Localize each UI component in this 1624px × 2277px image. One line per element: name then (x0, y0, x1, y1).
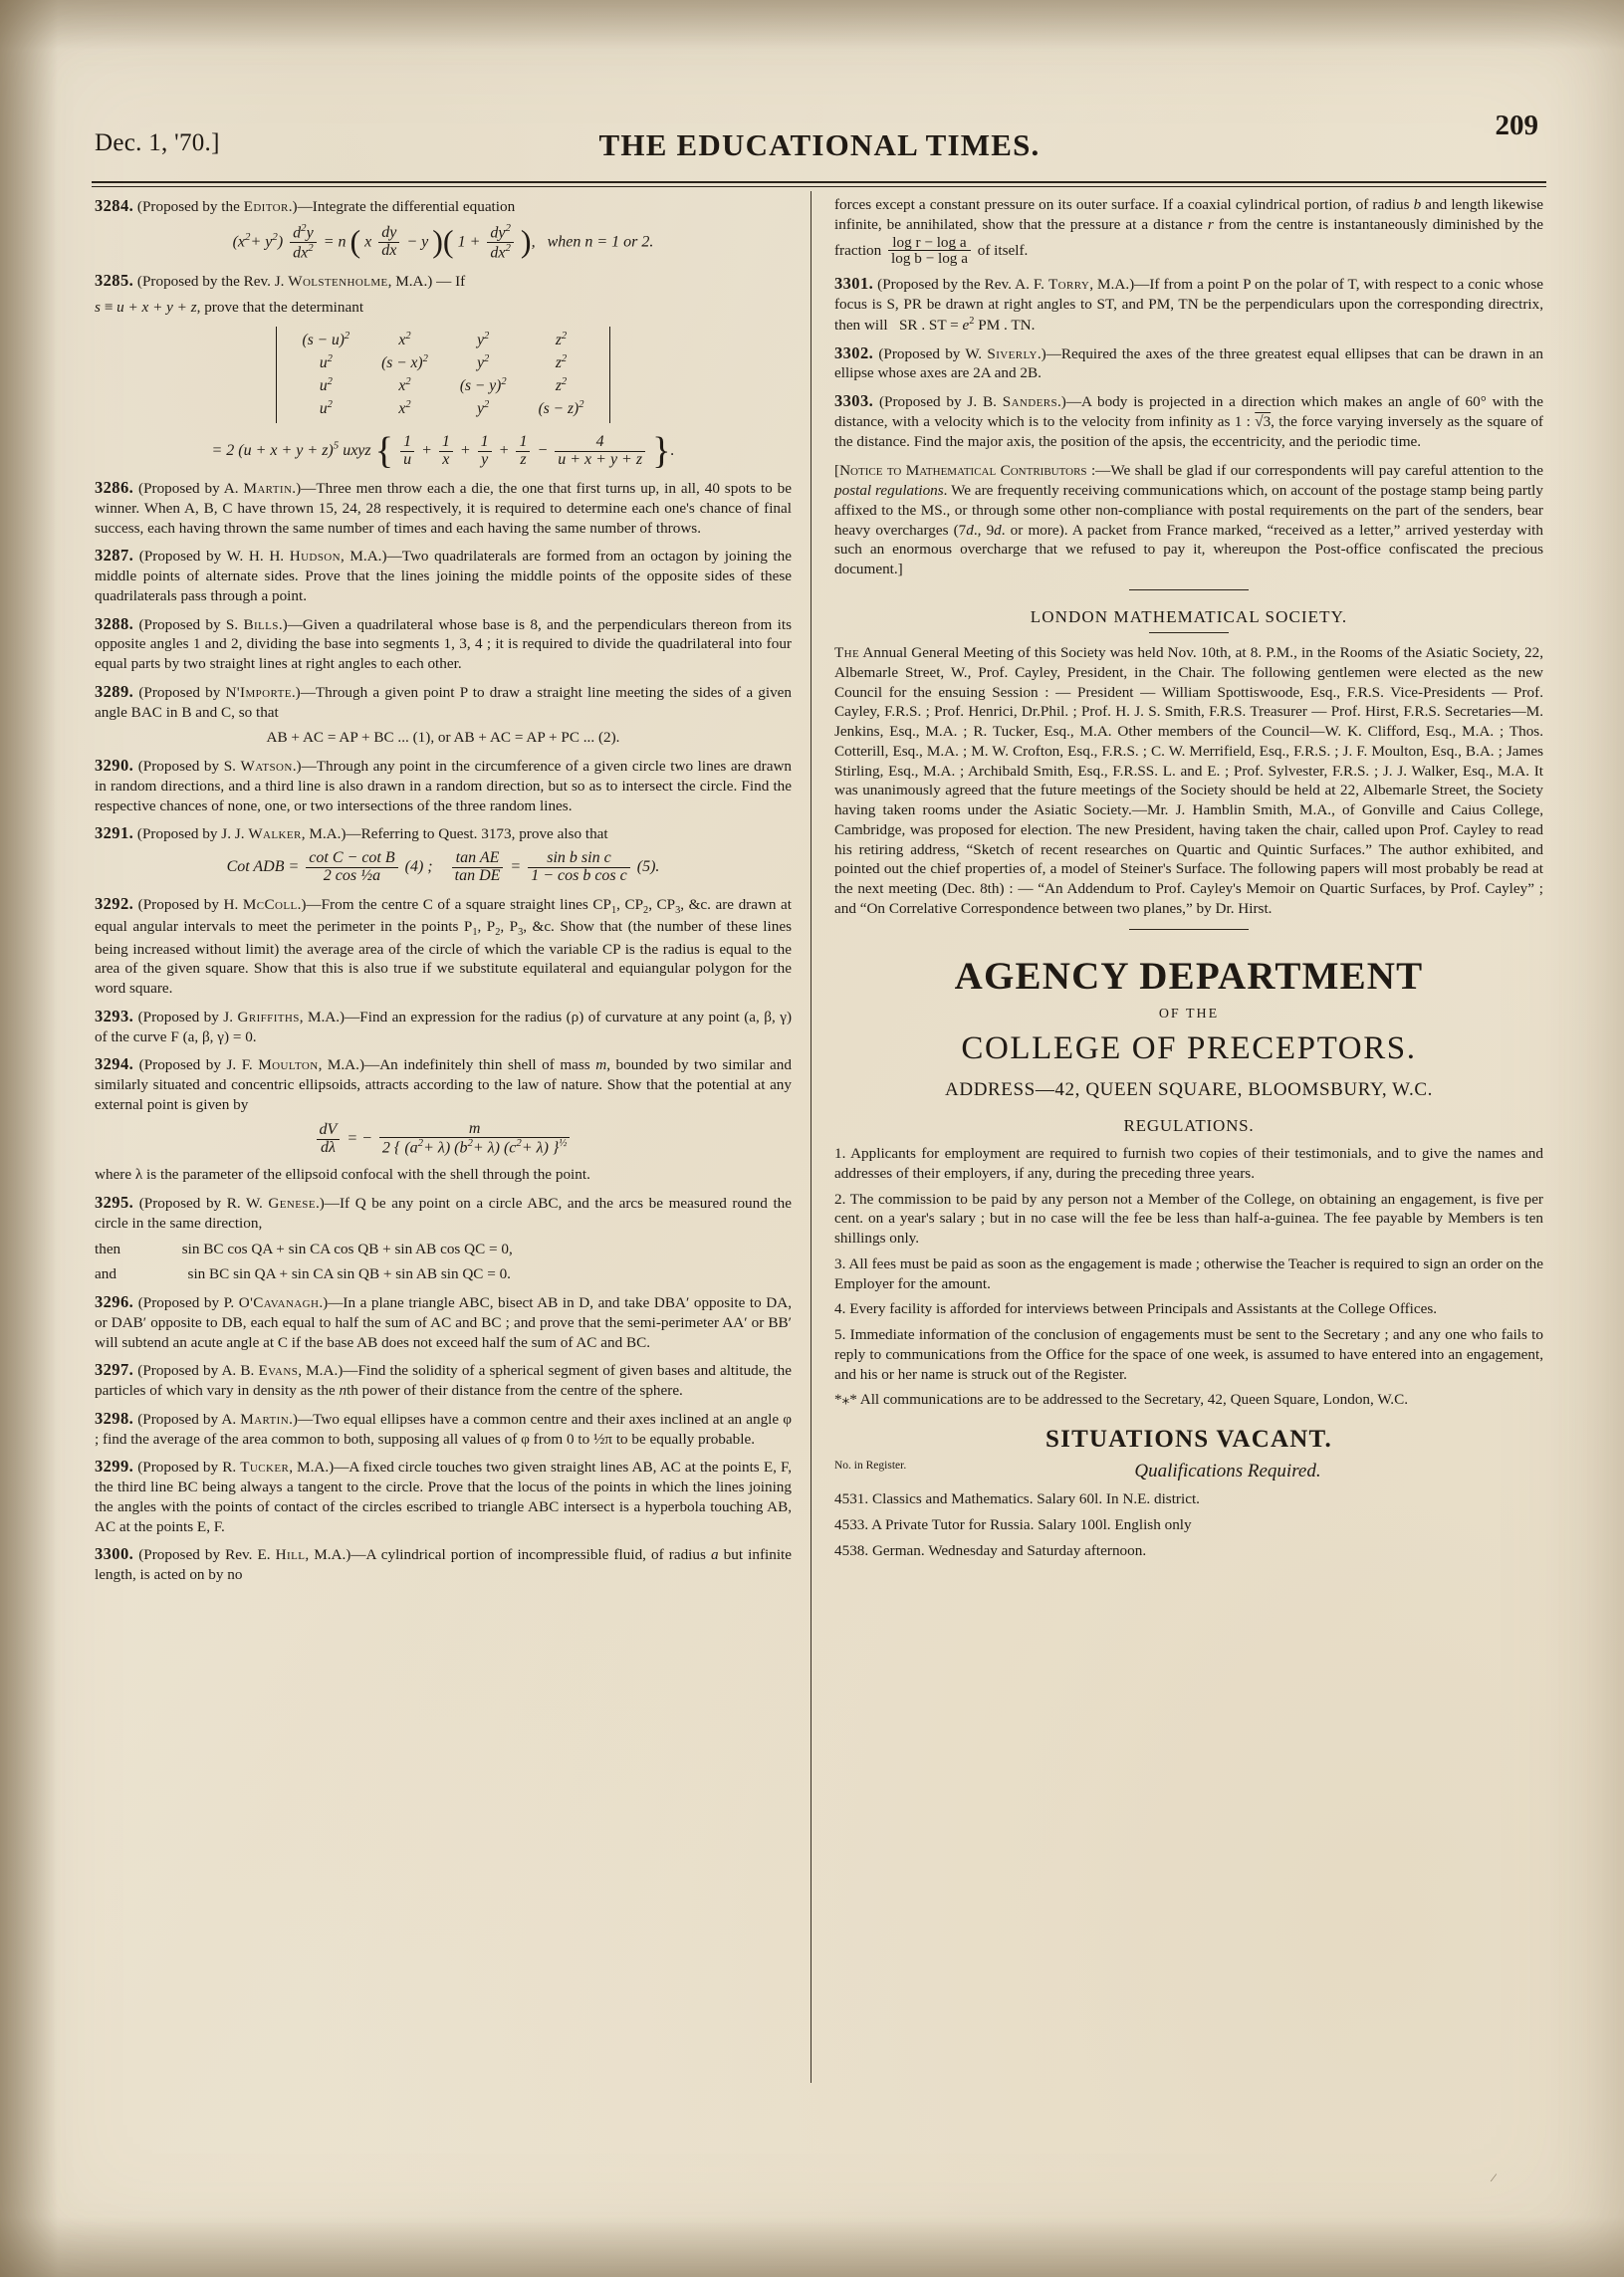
problem-text: (Proposed by J. F. Moulton, M.A.)—An indefinitely thin shell of mass m, bounded by two similar and similarly situated and concentric ellipsoids, attracts according to the law of nature. Show that the potential at any external point is given by (95, 1056, 792, 1113)
society-subrule (1149, 632, 1229, 633)
problem-text: (Proposed by S. Bills.)—Given a quadrilateral whose base is 8, and the perpendiculars thereon from its opposite angles 1 and 2, dividing the base into segments 1, 3, 4 ; it is required to divide the quadrilateral into four equal parts by two straight lines at right angles to each other. (95, 615, 792, 673)
issue-date: Dec. 1, '70.] (95, 129, 220, 156)
problem-3294 (95, 1053, 792, 1185)
problem-text: (Proposed by W. Siverly.)—Required the axes of the three greatest equal ellipses that can be drawn in an ellipse whose axes are 2A and 2B. (834, 344, 1543, 382)
problem-number: 3295. (95, 1193, 134, 1213)
problem-text: (Proposed by A. Martin.)—Two equal ellipses have a common centre and their axes inclined at an angle φ ; find the average of the area common to both, supposing all values of φ from 0 to ½π to be equally probable. (95, 1410, 793, 1448)
problem-number: 3288. (95, 613, 134, 633)
regulation-item: 2. The commission to be paid by any person not a Member of the College, on obtaining an engagement, is five per cent. on a year's salary ; but in no case will the fee be less than half-a-guinea. The fee payable by Members is ten shillings only. (834, 1190, 1543, 1248)
agency-of-label: OF THE (1158, 1007, 1220, 1023)
section-divider-2 (1129, 929, 1249, 930)
agency-title: AGENCY DEPARTMENT (954, 954, 1424, 998)
problem-3298 (95, 1408, 792, 1450)
regulation-item: 1. Applicants for employment are required to furnish two copies of their testimonials, and to give the names and addresses of their employers, if any, during the preceding three years. (834, 1145, 1543, 1182)
problem-3297 (95, 1359, 792, 1401)
column-divider (811, 191, 812, 2083)
vacancy-entry: 4538. German. Wednesday and Saturday afternoon. (834, 1541, 1147, 1559)
problem-3302 (834, 342, 1543, 384)
problem-3295 (95, 1192, 792, 1284)
determinant-3285: $(s - u)^2$ $x^2$ $y^2$ $z^2$ $u^2$ $(s - x)^2$ $y^2$ $z^2$ $u^2$ $x^2$ $(s - y)^2$ $z^2$ $u^2$ $x^2$ $y^2$ $(s - z)^2$ (276, 327, 611, 423)
problem-number: 3286. (95, 478, 134, 498)
regulation-item: 3. All fees must be paid as soon as the engagement is made ; otherwise the Teacher is required to sign an order on the Employer for the amount. (834, 1254, 1543, 1292)
vacancy-entry: 4531. Classics and Mathematics. Salary 60l. In N.E. district. (834, 1490, 1200, 1508)
problem-3294-after: where λ is the parameter of the ellipsoid confocal with the shell through the point. (95, 1166, 590, 1184)
formula-3285-result: = 2 $(u + x + y + z)^5$ uxyz { $\frac{1}{u}$ + $\frac{1}{x}$ + $\frac{1}{y}$ + $\frac{1}{z}$ − $\frac{4}{u + x + y + z}$ }. (211, 430, 675, 473)
problem-3289 (95, 681, 792, 748)
regulation-item: 4. Every facility is afforded for interviews between Principals and Assistants at the College Offices. (834, 1300, 1438, 1318)
problem-text: (Proposed by J. B. Sanders.)—A body is projected in a direction which makes an angle of 60° with the distance, with a velocity which is to the velocity from infinity as 1 : √3, the force varying inversely as the square of the distance. Find the major axis, the position of the apsis, the eccentricity, and the periodic time. (834, 393, 1543, 450)
problem-number: 3298. (95, 1408, 134, 1428)
problem-text: (Proposed by J. Griffiths, M.A.)—Find an expression for the radius (ρ) of curvature at any point (a, β, γ) of the curve F (a, β, γ) = 0. (95, 1008, 793, 1045)
problem-3296 (95, 1291, 792, 1352)
problem-3303 (834, 390, 1543, 451)
formula-3291: Cot ADB = $\frac{\text{cot C − cot B}}{\text{2 cos ½a}}$ (4) ; $\frac{\text{tan AE}}{\text{tan DE}}$ = $\frac{\text{sin b sin c}}{\text{1 − cos b cos c}}$ (5). (226, 849, 660, 884)
problem-text: (Proposed by N'Importe.)—Through a given point P to draw a straight line meeting the sides of a given angle BAC in B and C, so that (95, 683, 792, 721)
problem-text: (Proposed by R. Tucker, M.A.)—A fixed circle touches two given straight lines AB, AC at the points E, F, the third line BC being always a tangent to the circle. Prove that the locus of the points in which the lines joining the angles with the points of contact of the circles escribed to triangle ABC intersect is a hyperbola touching AB, AC at the points E, F. (95, 1459, 793, 1535)
page-header (95, 110, 1544, 171)
problem-number: 3299. (95, 1457, 134, 1477)
problem-3301 (834, 273, 1543, 335)
problem-text: (Proposed by the Rev. A. F. Torry, M.A.)—If from a point P on the polar of T, with respect to a conic whose focus is S, PR be drawn at right angles to ST, and PM, TN be the perpendiculars upon the corresponding directrix, then will SR . ST = $e^2$ PM . TN. (834, 276, 1543, 334)
problem-number: 3293. (95, 1006, 134, 1025)
problem-number: 3292. (95, 893, 134, 913)
formula-3289: AB + AC = AP + BC ... (1), or AB + AC = AP + PC ... (2). (266, 729, 620, 747)
college-name: COLLEGE OF PRECEPTORS. (961, 1030, 1417, 1067)
situations-subheading: Qualifications Required. (1134, 1460, 1321, 1481)
regulation-item: 5. Immediate information of the conclusion of engagements must be sent to the Secretary ; and any one who fails to reply to communications from the Office for the space of one week, is assumed to have entered into an engagement, and his or her name is struck out of the Register. (834, 1326, 1543, 1383)
formula-3294: $\frac{dV}{d\lambda}$ = − $\frac{m}{2 \{ (a^2+ \lambda) (b^2+ \lambda) (c^2+ \lambda) \}^{\frac{1}{2}}}$ (95, 1121, 792, 1158)
problem-number: 3303. (834, 391, 874, 411)
problem-number: 3300. (95, 1544, 134, 1564)
problem-number: 3287. (95, 546, 134, 566)
scan-shadow-top (0, 0, 1624, 50)
problem-text: (Proposed by W. H. H. Hudson, M.A.)—Two quadrilaterals are formed from an octagon by joining the middle points of alternate sides. Prove that the lines joining the middle points of the opposite sides of these quadrilaterals pass through a point. (95, 548, 792, 604)
formula-3284: $(x^2+ y^2)$ $\frac{d^2y}{dx^2}$ = n ( x $\frac{dy}{dx}$ − y )( 1 + $\frac{dy^2}{dx^2}$ ), when n = 1 or 2. (232, 221, 654, 262)
problem-number: 3296. (95, 1292, 134, 1312)
page-number: 209 (1495, 110, 1538, 141)
formula-3295-line2: and sin BC sin QA + sin CA sin QB + sin AB sin QC = 0. (95, 1265, 511, 1283)
scan-shadow-left (0, 0, 58, 2277)
scan-artifact: ⁄ (1492, 2170, 1495, 2184)
section-divider-1 (1129, 589, 1249, 590)
header-rule (92, 181, 1546, 187)
problem-number: 3301. (834, 274, 874, 294)
continuation-text: forces except a constant pressure on its outer surface. If a coaxial cylindrical portion, of radius b and length likewise infinite, be annihilated, show that the pressure at a distance r from the centre is instantaneously diminished by the fraction $\frac{\text{log r − log a}}{\text{log b − log a}}$ of itself. (834, 196, 1543, 268)
problem-text: (Proposed by R. W. Genese.)—If Q be any point on a circle ABC, and the arcs be measured round the circle in the same direction, (95, 1195, 793, 1232)
problem-text: (Proposed by H. McColl.)—From the centre C of a square straight lines $CP_1$, $CP_2$, $CP_3$, &c. are drawn at equal angular intervals to meet the perimeter in the points $P_1$, $P_2$, $P_3$, &c. Show that (the number of these lines being increased without limit) the average area of the circle of which the variable CP is the radius is equal to the area of the given square. Show that this is also true if we substitute equilateral and equiangular polygon for the word square. (95, 895, 793, 998)
problem-3293 (95, 1006, 792, 1047)
problem-3291 (95, 822, 792, 884)
society-report: The Annual General Meeting of this Society was held Nov. 10th, at 8. P.M., in the Rooms of the Asiatic Society, 22, Albemarle Street, W., Prof. Cayley, President, in the Chair. The following gentlemen were elected as the new Council for the ensuing Session : — President — William Spottiswoode, Esq., F.R.S. Vice-Presidents — Prof. Cayley, F.R.S. ; Prof. Henrici, Dr.Phil. ; Prof. H. J. S. Smith, F.R.S. Treasurer — Prof. Hirst, F.R.S. Secretaries—M. Jenkins, Esq., M.A. ; R. Tucker, Esq., M.A. Other members of the Council—W. K. Clifford, Esq., M.A. ; Thos. Cotterill, Esq., M.A. ; M. W. Crofton, Esq., F.R.S. ; C. W. Merrifield, Esq., F.R.S. ; J. F. Moulton, Esq., B.A. ; James Stirling, Esq., M.A. ; Archibald Smith, Esq., F.R.SS. L. and E. ; Prof. Sylvester, F.R.S. ; J. J. Walker, Esq., M.A. It was unanimously agreed that the future meetings of the Society should be held at 22, Albemarle Street, the Society having taken rooms under the Asiatic Society.—Mr. J. Hamblin Smith, M.A., of Gonville and Caius College, Cambridge, was proposed for election. The new President, having taken the chair, called upon Prof. Cayley to read his retiring address, “Sketch of recent researches on Quartic and Quintic Surfaces.” The author exhibited, and pointed out the chief properties of, a model of Steiner's Surface. The following papers will most probably be read at the next meeting (Dec. 8th) : — “An Addendum to Prof. Cayley's Memoir on Quartic Surfaces, by Prof. Cayley” ; and “On Correlative Correspondence between two planes,” by Dr. Hirst. (834, 644, 1543, 917)
notice-to-contributors: [Notice to Mathematical Contributors :—We shall be glad if our correspondents will pay careful attention to the postal regulations. We are frequently receiving communications which, on account of the postage stamp being partly affixed to the MS., or through some other non-compliance with postal requirements on the part of the senders, bear heavy overcharges (7d., 9d. or more). A packet from France marked, “received as a letter,” arrived yesterday with such an enormous overcharge that we refused to pay it, whereupon the Post-office confiscated the precious document.] (834, 462, 1543, 578)
agency-footnote: *⁎* All communications are to be addressed to the Secretary, 42, Queen Square, London, W.C. (834, 1391, 1409, 1409)
problem-number: 3285. (95, 271, 134, 290)
college-address: ADDRESS—42, QUEEN SQUARE, BLOOMSBURY, W.C. (945, 1079, 1433, 1101)
problem-text: (Proposed by S. Watson.)—Through any point in the circumference of a given circle two lines are drawn in random directions, and a third line is also drawn in a random direction, but so as to intersect the circle. Find the respective chances of none, one, or two intersections of the three random lines. (95, 758, 793, 814)
problem-number: 3291. (95, 823, 134, 843)
problem-3290 (95, 755, 792, 815)
problem-text: (Proposed by the Editor.)—Integrate the differential equation (136, 198, 516, 215)
problem-3299 (95, 1456, 792, 1536)
problem-text: (Proposed by P. O'Cavanagh.)—In a plane triangle ABC, bisect AB in D, and take DBA′ opposite to DA, or DAB′ opposite to DB, each equal to half the sum of AC and BC ; and prove that the semi-perimeter AA′ or BB′ will subtend an acute angle at C if the base AB does not exceed half the sum of AC and BC. (95, 1294, 793, 1351)
situations-heading: SITUATIONS VACANT. (1045, 1426, 1332, 1454)
problem-text: (Proposed by Rev. E. Hill, M.A.)—A cylindrical portion of incompressible fluid, of radius a but infinite length, is acted on by no (95, 1546, 793, 1584)
problem-text: (Proposed by A. Martin.)—Three men throw each a die, the one that first turns up, in all, 40 spots to be winner. When A, B, C have thrown 15, 24, 28 respectively, it is required to determine each one's chance of final success, each having thrown the same number of times and each having the same number of throws. (95, 480, 792, 537)
scan-shadow-bottom (0, 2217, 1624, 2277)
right-column (834, 195, 1543, 1567)
problem-3287 (95, 545, 792, 605)
problem-3288 (95, 613, 792, 674)
problem-number: 3302. (834, 342, 874, 362)
register-column-label: No. in Register. (834, 1459, 907, 1472)
problem-text: (Proposed by A. B. Evans, M.A.)—Find the solidity of a spherical segment of given bases and altitude, the particles of which vary in density as the nth power of their distance from the centre of the sphere. (95, 1362, 793, 1400)
problem-3284 (95, 195, 792, 262)
society-heading: LONDON MATHEMATICAL SOCIETY. (1030, 606, 1348, 626)
problem-number: 3290. (95, 756, 134, 776)
problem-number: 3297. (95, 1360, 134, 1380)
problem-text: (Proposed by the Rev. J. Wolstenholme, M.A.) — If (136, 273, 466, 290)
problem-number: 3289. (95, 681, 134, 701)
vacancy-entry: 4533. A Private Tutor for Russia. Salary 100l. English only (834, 1516, 1192, 1534)
problem-3300 (95, 1543, 792, 1585)
regulations-heading: REGULATIONS. (1123, 1116, 1255, 1136)
publication-title: THE EDUCATIONAL TIMES. (598, 127, 1041, 162)
left-column (95, 195, 792, 1592)
problem-3286 (95, 477, 792, 538)
problem-number: 3294. (95, 1054, 134, 1074)
formula-3295-line1: then sin BC cos QA + sin CA cos QB + sin AB cos QC = 0, (95, 1240, 513, 1257)
problem-number: 3284. (95, 196, 134, 215)
problem-3292 (95, 893, 792, 999)
problem-text: (Proposed by J. J. Walker, M.A.)—Referring to Quest. 3173, prove also that (136, 825, 608, 843)
problem-3285: 3285. (Proposed by the Rev. J. Wolstenholme, M.A.) — If s ≡ u + x + y + z, prove that the determinant $(s - u)^2$ $x^2$ $y^2$ $z^2$ $u^2$ $(s - x)^2$ $y^2$ $z^2$ $u^2$ $x^2$ $(s - y)^2$ $z^2$ $u^2$ $x^2$ $y^2$ $(s - z)^2$ = 2 $(u + x + y + z)^5$ uxyz { $\frac{1}{u}$ + $\frac{1}{x}$ + $\frac{1}{y}$ + $\frac{1}{z}$ − $\frac{4}{u + x + y + z}$ }. (95, 270, 792, 469)
